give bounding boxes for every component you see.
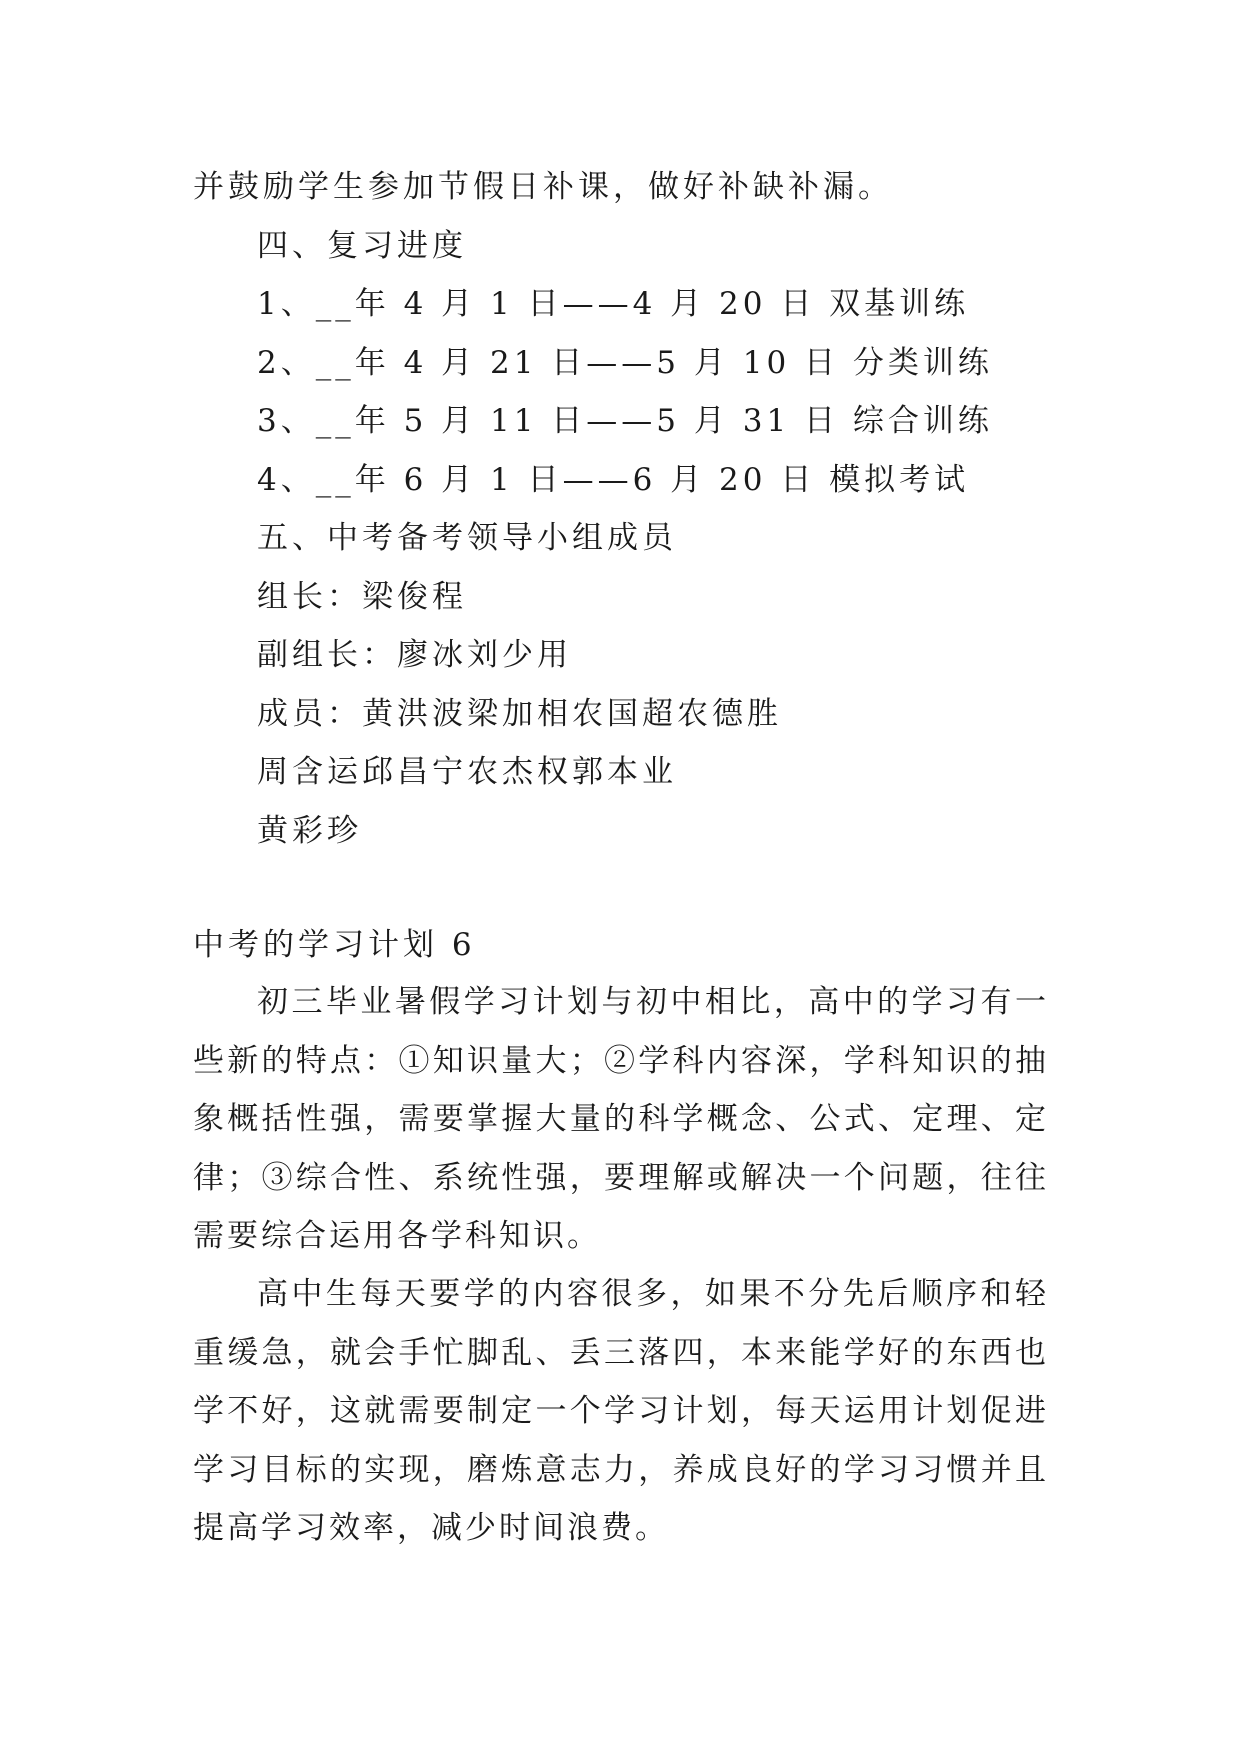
deputy-leader-line: 副组长：廖冰刘少用 xyxy=(257,637,572,673)
heading-review-schedule: 四、复习进度 xyxy=(257,228,467,264)
paragraph-study-plan: 高中生每天要学的内容很多，如果不分先后顺序和轻重缓急，就会手忙脚乱、丢三落四，本来能学好的东西也学不好，这就需要制定一个学习计划，每天运用计划促进学习目标的实现，磨炼意志力，养成良好的学习习惯并且提高学习效率，减少时间浪费。 xyxy=(193,1276,1049,1546)
schedule-item-3: 3、__年 5 月 11 日——5 月 31 日 综合训练 xyxy=(257,403,993,439)
members-line-continued: 周含运邱昌宁农杰权郭本业 xyxy=(257,754,677,790)
section-title: 中考的学习计划 6 xyxy=(193,927,476,963)
schedule-item-4: 4、__年 6 月 1 日——6 月 20 日 模拟考试 xyxy=(257,462,970,498)
schedule-item-2: 2、__年 4 月 21 日——5 月 10 日 分类训练 xyxy=(257,345,993,381)
schedule-item-1: 1、__年 4 月 1 日——4 月 20 日 双基训练 xyxy=(257,286,970,322)
members-line: 成员：黄洪波梁加相农国超农德胜 xyxy=(257,696,782,732)
members-line-last: 黄彩珍 xyxy=(257,813,362,849)
paragraph-new-features: 初三毕业暑假学习计划与初中相比，高中的学习有一些新的特点：①知识量大；②学科内容深，学科知识的抽象概括性强，需要掌握大量的科学概念、公式、定理、定律；③综合性、系统性强，要理解或解决一个问题，往往需要综合运用各学科知识。 xyxy=(193,984,1049,1254)
group-leader-line: 组长：梁俊程 xyxy=(257,579,467,615)
heading-leadership-group: 五、中考备考领导小组成员 xyxy=(257,520,677,556)
text-line-continuation: 并鼓励学生参加节假日补课，做好补缺补漏。 xyxy=(193,169,893,205)
